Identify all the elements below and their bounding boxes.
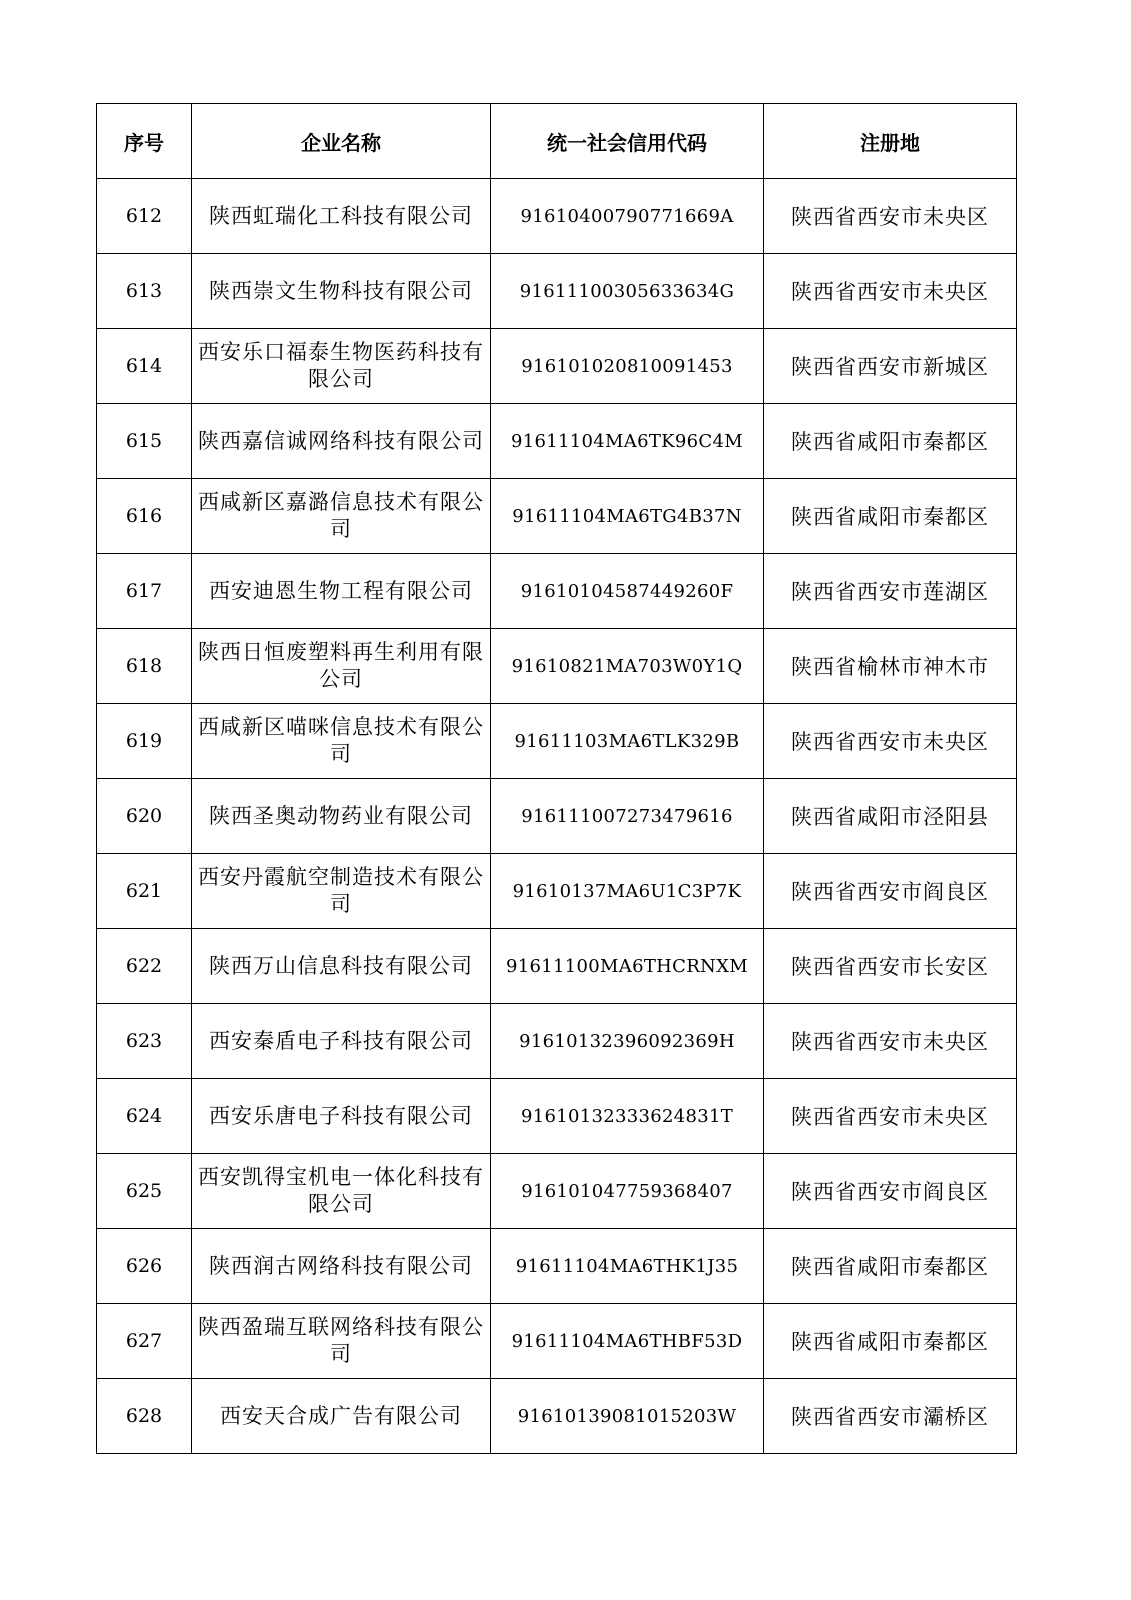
cell-reg: 陕西省西安市未央区 bbox=[764, 704, 1017, 779]
table-row bbox=[97, 329, 1017, 404]
cell-code: 916101047759368407 bbox=[491, 1154, 764, 1229]
cell-name: 陕西万山信息科技有限公司 bbox=[192, 929, 491, 1004]
cell-reg: 陕西省咸阳市秦都区 bbox=[764, 1229, 1017, 1304]
cell-seq: 619 bbox=[97, 704, 192, 779]
table-row bbox=[97, 629, 1017, 704]
cell-seq: 628 bbox=[97, 1379, 192, 1454]
table-row bbox=[97, 479, 1017, 554]
cell-reg: 陕西省西安市阎良区 bbox=[764, 1154, 1017, 1229]
cell-seq: 614 bbox=[97, 329, 192, 404]
cell-name: 陕西盈瑞互联网络科技有限公司 bbox=[192, 1304, 491, 1379]
cell-name: 西咸新区喵咪信息技术有限公司 bbox=[192, 704, 491, 779]
table-row bbox=[97, 704, 1017, 779]
cell-reg: 陕西省榆林市神木市 bbox=[764, 629, 1017, 704]
cell-code: 91610104587449260F bbox=[491, 554, 764, 629]
table-row bbox=[97, 179, 1017, 254]
header-row bbox=[97, 104, 1017, 179]
table-row bbox=[97, 1229, 1017, 1304]
table-row bbox=[97, 554, 1017, 629]
cell-reg: 陕西省西安市莲湖区 bbox=[764, 554, 1017, 629]
cell-reg: 陕西省咸阳市秦都区 bbox=[764, 1304, 1017, 1379]
cell-seq: 616 bbox=[97, 479, 192, 554]
cell-name: 西安乐唐电子科技有限公司 bbox=[192, 1079, 491, 1154]
cell-code: 91610137MA6U1C3P7K bbox=[491, 854, 764, 929]
cell-reg: 陕西省西安市灞桥区 bbox=[764, 1379, 1017, 1454]
cell-code: 91610400790771669A bbox=[491, 179, 764, 254]
cell-seq: 620 bbox=[97, 779, 192, 854]
cell-seq: 625 bbox=[97, 1154, 192, 1229]
cell-reg: 陕西省咸阳市秦都区 bbox=[764, 404, 1017, 479]
cell-seq: 624 bbox=[97, 1079, 192, 1154]
cell-reg: 陕西省西安市未央区 bbox=[764, 179, 1017, 254]
cell-seq: 618 bbox=[97, 629, 192, 704]
enterprise-table bbox=[96, 103, 1017, 1454]
table-row bbox=[97, 1079, 1017, 1154]
cell-reg: 陕西省西安市未央区 bbox=[764, 1004, 1017, 1079]
cell-name: 西安乐口福泰生物医药科技有限公司 bbox=[192, 329, 491, 404]
table-row bbox=[97, 1154, 1017, 1229]
cell-seq: 612 bbox=[97, 179, 192, 254]
table-row bbox=[97, 254, 1017, 329]
cell-seq: 617 bbox=[97, 554, 192, 629]
cell-code: 91611104MA6TG4B37N bbox=[491, 479, 764, 554]
cell-code: 91611100MA6THCRNXM bbox=[491, 929, 764, 1004]
cell-name: 陕西崇文生物科技有限公司 bbox=[192, 254, 491, 329]
cell-seq: 627 bbox=[97, 1304, 192, 1379]
cell-seq: 623 bbox=[97, 1004, 192, 1079]
cell-seq: 621 bbox=[97, 854, 192, 929]
cell-name: 陕西润古网络科技有限公司 bbox=[192, 1229, 491, 1304]
header-seq: 序号 bbox=[97, 104, 192, 179]
cell-name: 陕西日恒废塑料再生利用有限公司 bbox=[192, 629, 491, 704]
table-row bbox=[97, 1004, 1017, 1079]
cell-reg: 陕西省西安市新城区 bbox=[764, 329, 1017, 404]
cell-reg: 陕西省咸阳市秦都区 bbox=[764, 479, 1017, 554]
cell-code: 91610132396092369H bbox=[491, 1004, 764, 1079]
cell-name: 陕西嘉信诚网络科技有限公司 bbox=[192, 404, 491, 479]
cell-reg: 陕西省西安市未央区 bbox=[764, 254, 1017, 329]
cell-name: 西安迪恩生物工程有限公司 bbox=[192, 554, 491, 629]
header-code: 统一社会信用代码 bbox=[491, 104, 764, 179]
cell-name: 西安天合成广告有限公司 bbox=[192, 1379, 491, 1454]
cell-name: 西安秦盾电子科技有限公司 bbox=[192, 1004, 491, 1079]
cell-name: 陕西虹瑞化工科技有限公司 bbox=[192, 179, 491, 254]
cell-reg: 陕西省西安市阎良区 bbox=[764, 854, 1017, 929]
cell-code: 916111007273479616 bbox=[491, 779, 764, 854]
cell-code: 91611104MA6THK1J35 bbox=[491, 1229, 764, 1304]
cell-code: 916101020810091453 bbox=[491, 329, 764, 404]
cell-code: 91611104MA6THBF53D bbox=[491, 1304, 764, 1379]
cell-reg: 陕西省西安市长安区 bbox=[764, 929, 1017, 1004]
header-name: 企业名称 bbox=[192, 104, 491, 179]
cell-name: 西安丹霞航空制造技术有限公司 bbox=[192, 854, 491, 929]
table-row bbox=[97, 404, 1017, 479]
cell-code: 91611100305633634G bbox=[491, 254, 764, 329]
cell-code: 91610821MA703W0Y1Q bbox=[491, 629, 764, 704]
cell-code: 91611103MA6TLK329B bbox=[491, 704, 764, 779]
cell-name: 西咸新区嘉潞信息技术有限公司 bbox=[192, 479, 491, 554]
cell-name: 陕西圣奥动物药业有限公司 bbox=[192, 779, 491, 854]
header-reg: 注册地 bbox=[764, 104, 1017, 179]
table-row bbox=[97, 929, 1017, 1004]
cell-seq: 615 bbox=[97, 404, 192, 479]
cell-code: 91610132333624831T bbox=[491, 1079, 764, 1154]
cell-reg: 陕西省西安市未央区 bbox=[764, 1079, 1017, 1154]
table-row bbox=[97, 1304, 1017, 1379]
cell-code: 91610139081015203W bbox=[491, 1379, 764, 1454]
cell-seq: 613 bbox=[97, 254, 192, 329]
cell-name: 西安凯得宝机电一体化科技有限公司 bbox=[192, 1154, 491, 1229]
table-row bbox=[97, 779, 1017, 854]
cell-seq: 626 bbox=[97, 1229, 192, 1304]
cell-reg: 陕西省咸阳市泾阳县 bbox=[764, 779, 1017, 854]
cell-code: 91611104MA6TK96C4M bbox=[491, 404, 764, 479]
table-row bbox=[97, 1379, 1017, 1454]
table-row bbox=[97, 854, 1017, 929]
cell-seq: 622 bbox=[97, 929, 192, 1004]
